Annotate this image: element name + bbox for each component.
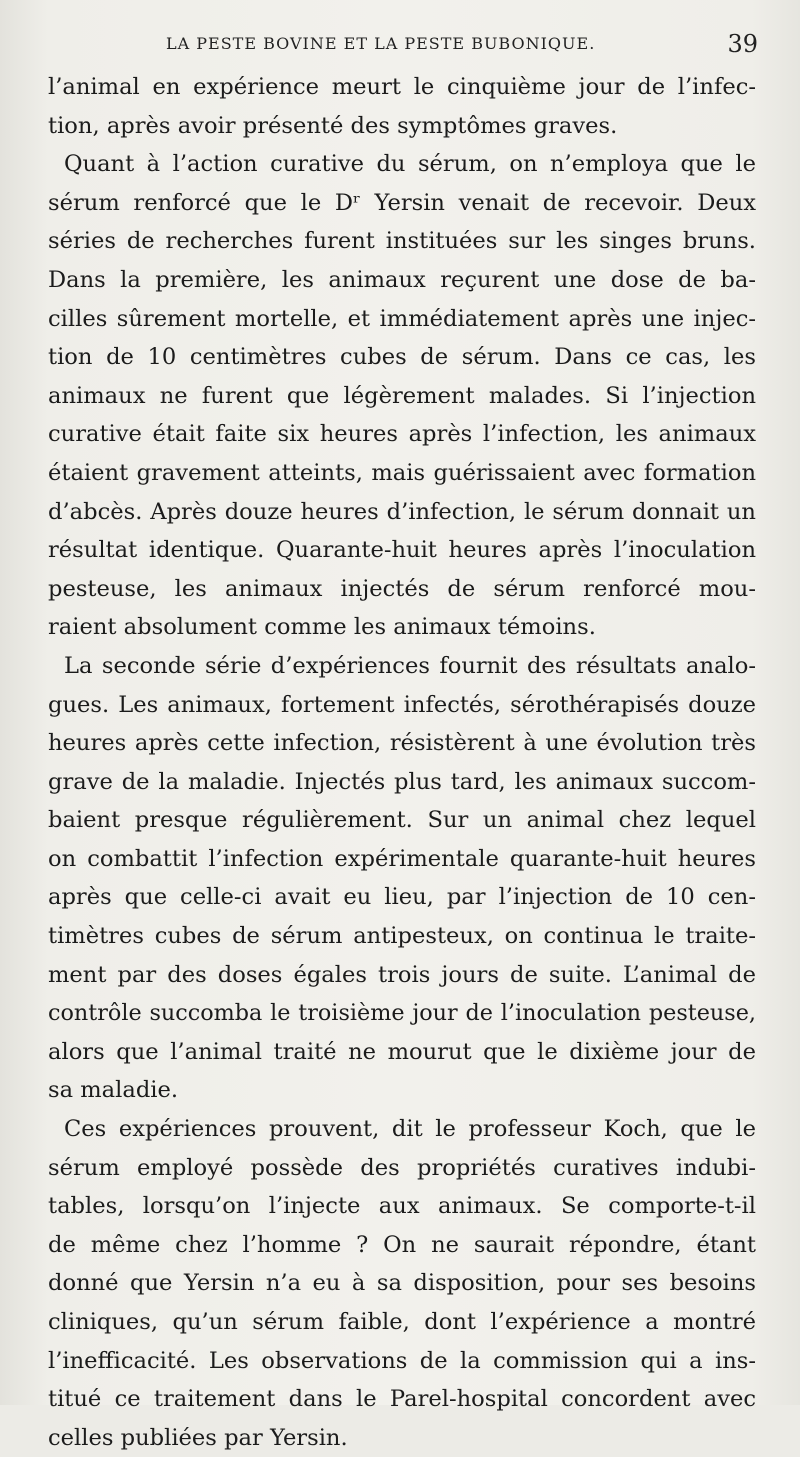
body-text — [48, 68, 756, 1457]
text-line: curative était faite six heures après l’infection, les animaux — [48, 421, 756, 448]
paragraph — [48, 68, 756, 145]
text-line: on combattit l’infection expérimentale quarante-huit heures — [48, 845, 756, 872]
text-line: après que celle-ci avait eu lieu, par l’injection de 10 cen- — [48, 884, 756, 911]
text-line: tion, après avoir présenté des symptômes graves. — [48, 112, 618, 139]
text-line: tables, lorsqu’on l’injecte aux animaux. Se comporte-t-il — [48, 1193, 756, 1220]
text-line: pesteuse, les animaux injectés de sérum renforcé mou- — [48, 575, 756, 602]
text-line: alors que l’animal traité ne mourut que le dixième jour de — [48, 1038, 756, 1065]
text-line: cilles sûrement mortelle, et immédiatement après une injec- — [48, 305, 756, 332]
running-title: LA PESTE BOVINE ET LA PESTE BUBONIQUE. — [166, 34, 596, 53]
page-number: 39 — [727, 30, 758, 58]
text-line: titué ce traitement dans le Parel-hospital concordent avec — [48, 1386, 756, 1413]
text-line: séries de recherches furent instituées sur les singes bruns. — [48, 228, 756, 255]
text-line: animaux ne furent que légèrement malades. Si l’injection — [48, 382, 756, 409]
text-line: sérum renforcé que le Dʳ Yersin venait de recevoir. Deux — [48, 189, 756, 216]
text-line: tion de 10 centimètres cubes de sérum. Dans ce cas, les — [48, 344, 756, 371]
text-line: d’abcès. Après douze heures d’infection, le sérum donnait un — [48, 498, 756, 525]
text-line: donné que Yersin n’a eu à sa disposition, pour ses besoins — [48, 1270, 756, 1297]
text-line: cliniques, qu’un sérum faible, dont l’expérience a montré — [48, 1309, 756, 1335]
paragraph — [48, 145, 756, 647]
text-line: heures après cette infection, résistèrent à une évolution très — [48, 730, 756, 757]
text-line: Quant à l’action curative du sérum, on n’employa que le — [64, 151, 756, 178]
text-line: raient absolument comme les animaux témoins. — [48, 614, 596, 641]
text-line: celles publiées par Yersin. — [48, 1424, 348, 1451]
text-line: sérum employé possède des propriétés curatives indubi- — [48, 1154, 756, 1181]
text-line: baient presque régulièrement. Sur un animal chez lequel — [48, 807, 756, 834]
text-line: l’animal en expérience meurt le cinquième jour de l’infec- — [48, 74, 756, 100]
text-line: résultat identique. Quarante-huit heures après l’inoculation — [48, 537, 756, 564]
text-line: timètres cubes de sérum antipesteux, on continua le traite- — [48, 923, 756, 950]
text-line: grave de la maladie. Injectés plus tard, les animaux succom- — [48, 768, 756, 795]
text-line: sa maladie. — [48, 1077, 179, 1104]
text-line: étaient gravement atteints, mais guérissaient avec formation — [48, 459, 756, 486]
text-line: ment par des doses égales trois jours de suite. L’animal de — [48, 961, 756, 988]
text-line: gues. Les animaux, fortement infectés, sérothérapisés douze — [48, 691, 756, 718]
text-line: Ces expériences prouvent, dit le professeur Koch, que le — [64, 1116, 756, 1143]
text-line: contrôle succomba le troisième jour de l’inoculation pesteuse, — [48, 1000, 756, 1027]
text-line: La seconde série d’expériences fournit des résultats analo- — [64, 652, 756, 679]
running-header — [48, 30, 760, 64]
paragraph — [48, 647, 756, 1110]
text-line: Dans la première, les animaux reçurent une dose de ba- — [48, 266, 756, 293]
text-line: l’inefficacité. Les observations de la commission qui a ins- — [48, 1347, 756, 1374]
text-line: de même chez l’homme ? On ne saurait répondre, étant — [48, 1231, 756, 1258]
